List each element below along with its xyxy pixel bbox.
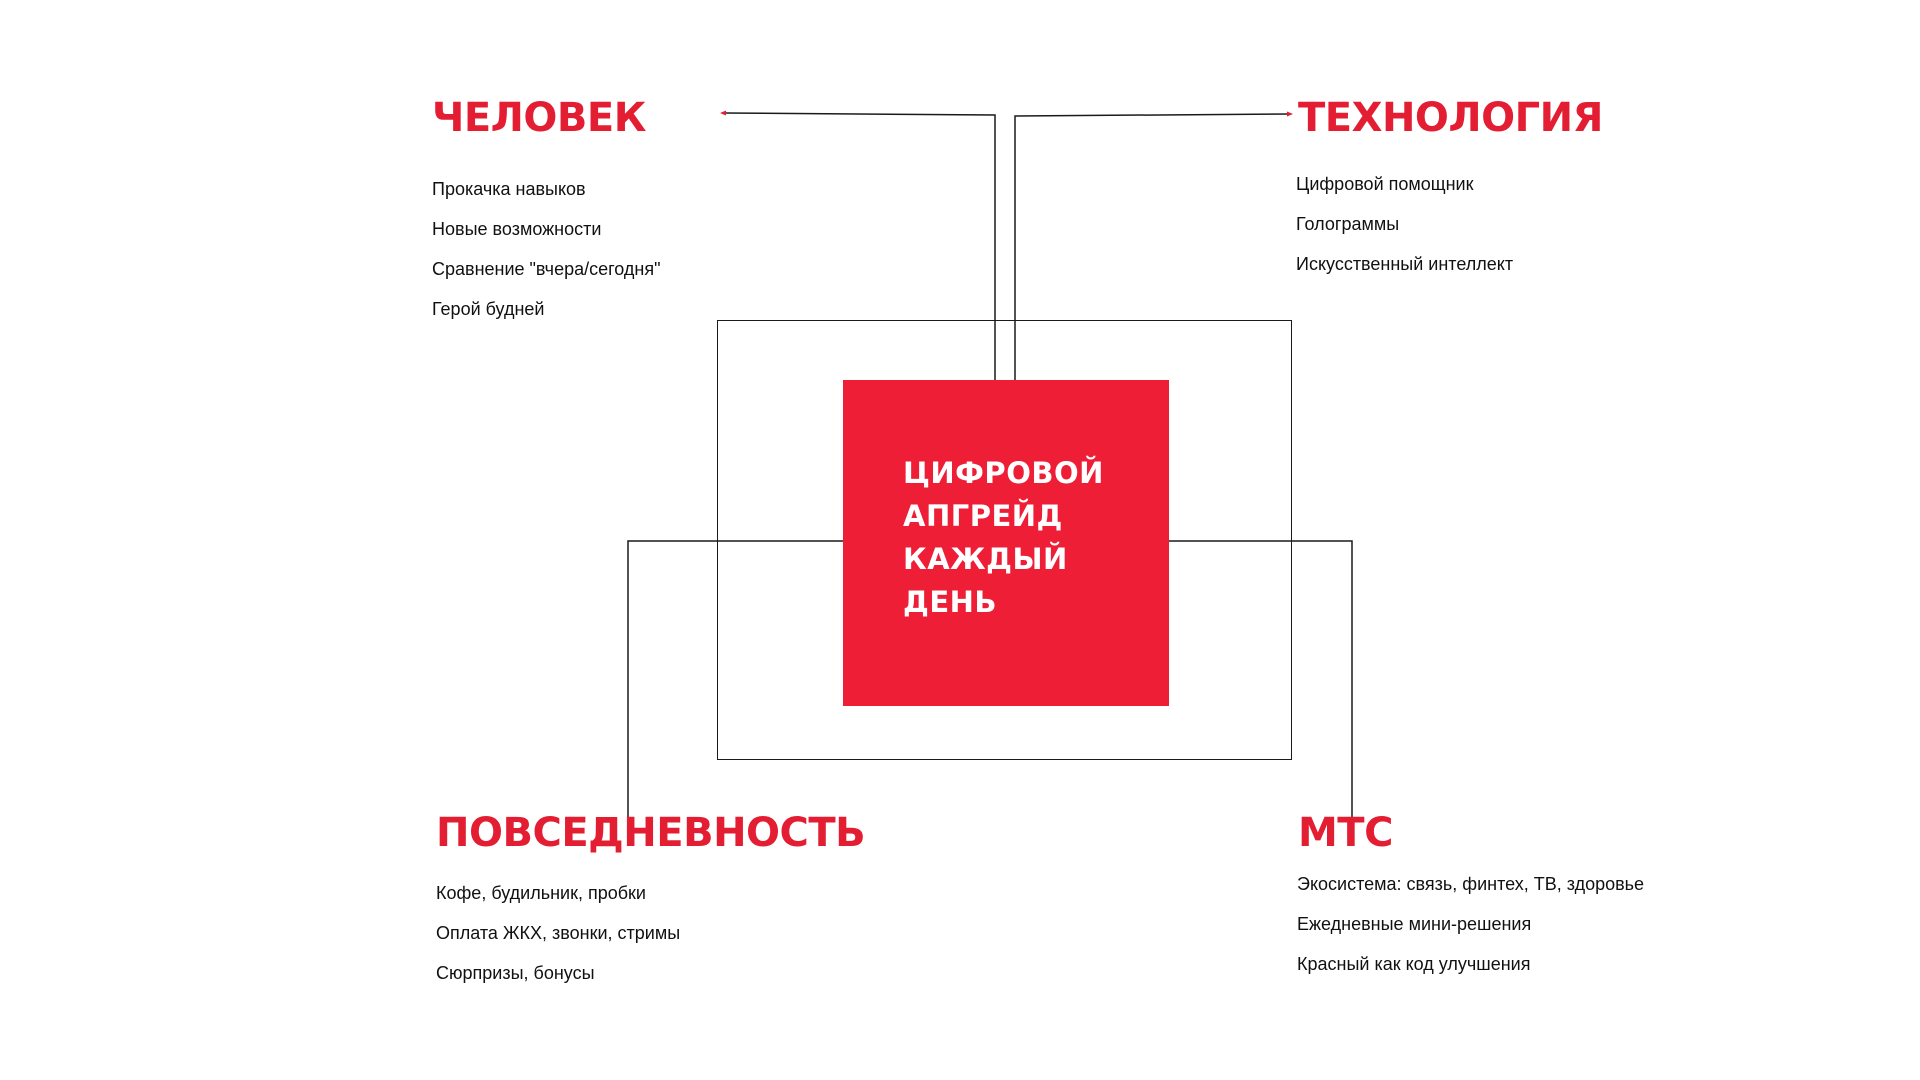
list-item: Экосистема: связь, финтех, ТВ, здоровье — [1297, 874, 1645, 894]
list-mts — [1297, 864, 1644, 984]
list-item: Кофе, будильник, пробки — [436, 883, 646, 903]
list-item: Герой будней — [432, 299, 545, 319]
list-povsed — [436, 873, 680, 993]
list-item: Сравнение "вчера/сегодня" — [432, 259, 661, 279]
list-tech — [1296, 164, 1513, 284]
list-item: Новые возможности — [432, 219, 602, 239]
list-item: Голограммы — [1296, 214, 1400, 234]
heading-povsed: ПОВСЕДНЕВНОСТЬ — [436, 810, 866, 856]
list-item: Прокачка навыков — [432, 179, 586, 199]
heading-mts: МТС — [1298, 810, 1393, 856]
arrowhead-chelovek — [720, 111, 726, 116]
list-item: Сюрпризы, бонусы — [436, 963, 595, 983]
center-title-line: ЦИФРОВОЙ — [903, 456, 1104, 490]
center-title-line: ДЕНЬ — [903, 585, 998, 619]
arrowhead-tech — [1287, 112, 1293, 117]
center-title-line: АПГРЕЙД — [903, 499, 1063, 533]
list-item: Цифровой помощник — [1296, 174, 1474, 194]
list-chelovek — [432, 169, 660, 329]
center-title — [903, 452, 1143, 624]
list-item: Красный как код улучшения — [1297, 954, 1531, 974]
heading-chelovek: ЧЕЛОВЕК — [432, 95, 646, 141]
center-title-line: КАЖДЫЙ — [903, 542, 1068, 576]
list-item: Оплата ЖКХ, звонки, стримы — [436, 923, 681, 943]
heading-tech: ТЕХНОЛОГИЯ — [1298, 95, 1603, 141]
center-box — [843, 380, 1169, 706]
list-item: Ежедневные мини-решения — [1297, 914, 1532, 934]
list-item: Искусственный интеллект — [1296, 254, 1514, 274]
